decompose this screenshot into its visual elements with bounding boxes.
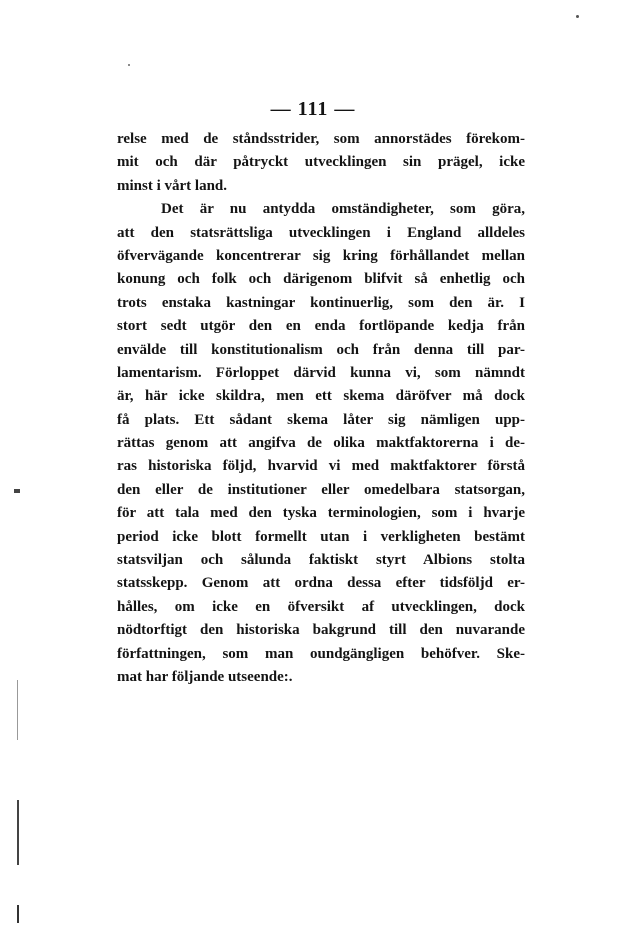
text-line: öfvervägande koncentrerar sig kring förhållandet mellan <box>117 247 525 264</box>
text-line: stort sedt utgör den en enda fortlöpande kedja från <box>117 318 525 335</box>
text-line: konung och folk och därigenom blifvit så enhetlig och <box>117 271 525 288</box>
text-line: relse med de ståndsstrider, som annorstädes förekom- <box>117 131 525 147</box>
binding-edge-mark <box>17 800 19 865</box>
text-line: mit och där påtryckt utvecklingen sin prägel, icke <box>117 154 525 171</box>
text-line: nödtorftigt den historiska bakgrund till den nuvarande <box>117 622 525 639</box>
text-line: för att tala med den tyska terminologien, som i hvarje <box>117 505 525 522</box>
text-line: författningen, som man oundgängligen behöfver. Ske- <box>117 645 525 662</box>
text-line: ras historiska följd, hvarvid vi med maktfaktorer förstå <box>117 458 525 475</box>
text-line: rättas genom att angifva de olika maktfaktorerna i de- <box>117 435 525 452</box>
text-line: lamentarism. Förloppet därvid kunna vi, som nämndt <box>117 364 525 381</box>
text-line: få plats. Ett sådant skema låter sig nämligen upp- <box>117 411 525 428</box>
body-text <box>117 128 525 689</box>
binding-edge-mark <box>17 905 19 923</box>
text-line: statsskepp. Genom att ordna dessa efter tidsföljd er- <box>117 575 525 592</box>
text-line: period icke blott formellt utan i verkligheten bestämt <box>117 528 525 545</box>
text-line: hålles, om icke en öfversikt af utvecklingen, dock <box>117 598 525 615</box>
text-line: statsviljan och sålunda faktiskt styrt Albions stolta <box>117 552 525 569</box>
scan-speck <box>14 489 20 493</box>
binding-edge-mark <box>17 680 18 740</box>
text-line: minst i vårt land. <box>117 177 228 194</box>
page-number: — 111 — <box>270 98 356 120</box>
text-line: envälde till konstitutionalism och från denna till par- <box>117 341 525 358</box>
text-line: trots enstaka kastningar kontinuerlig, som den är. I <box>117 294 525 311</box>
text-line: mat har följande utseende:. <box>117 668 293 685</box>
text-line: den eller de institutioner eller omedelbara statsorgan, <box>117 481 525 498</box>
scan-speck <box>576 15 579 18</box>
text-line: är, här icke skildra, men ett skema däröfver må dock <box>117 388 525 405</box>
text-line: Det är nu antydda omständigheter, som göra, <box>161 201 525 218</box>
scan-speck <box>128 64 130 66</box>
text-line: att den statsrättsliga utvecklingen i England alldeles <box>117 224 525 241</box>
